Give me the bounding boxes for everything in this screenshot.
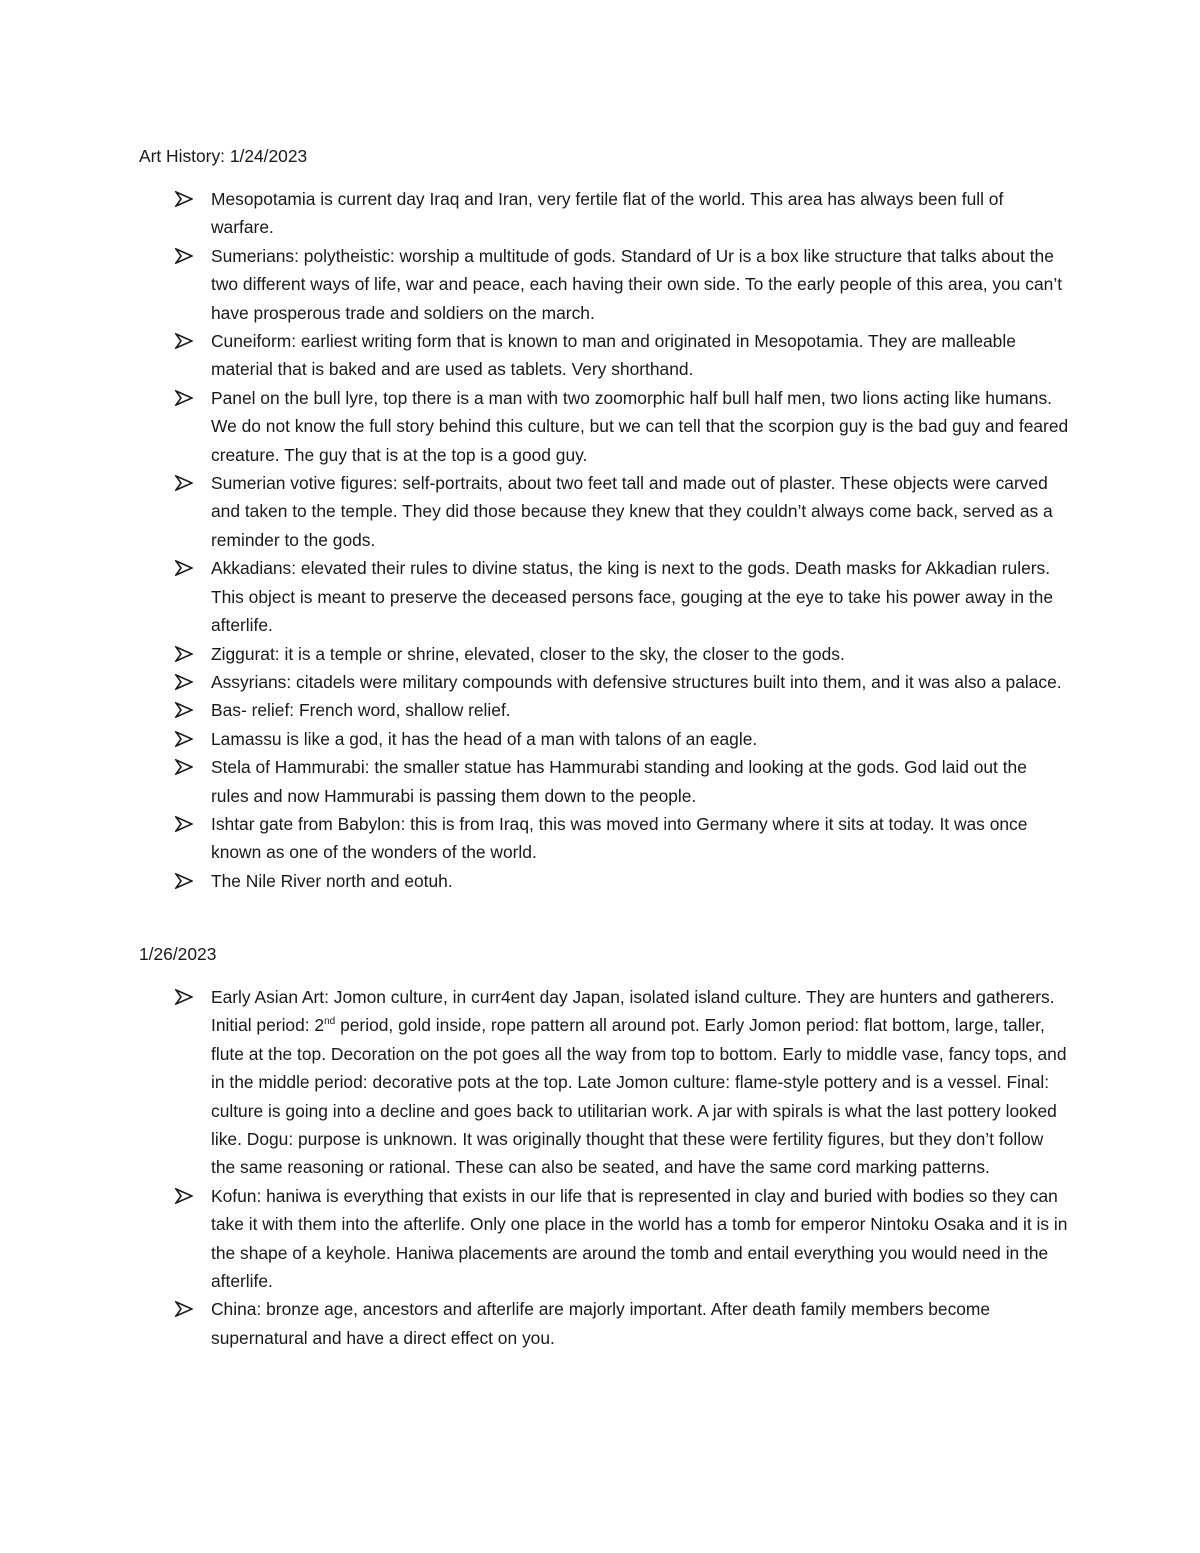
arrowhead-bullet-icon [175, 560, 193, 576]
list-item-text: Stela of Hammurabi: the smaller statue has Hammurabi standing and looking at the gods. God laid out the rules and now Hammurabi is passing them down to the people. [211, 757, 1027, 806]
arrowhead-bullet-icon [175, 248, 193, 264]
list-item-text: The Nile River north and eotuh. [211, 870, 453, 891]
list-item [139, 242, 1069, 327]
arrowhead-bullet-icon [175, 191, 193, 207]
list-item-text: Ishtar gate from Babylon: this is from Iraq, this was moved into Germany where it sits at today. It was once known as one of the wonders of the world. [211, 813, 1028, 863]
list-item-text: Bas- relief: French word, shallow relief. [211, 700, 511, 721]
list-item [139, 725, 1069, 753]
list-item-text: Sumerians: polytheistic: worship a multitude of gods. Standard of Ur is a box like structure that talks about the two different ways of life, war and peace, each having their own side. To the early people of this area, you can’t have prosperous trade and soldiers on the march. [211, 245, 1063, 323]
list-item-text: Assyrians: citadels were military compounds with defensive structures built into them, and it was also a palace. [211, 671, 1062, 692]
arrowhead-bullet-icon [175, 702, 193, 718]
list-item-text: Cuneiform: earliest writing form that is known to man and originated in Mesopotamia. They are malleable material that is baked and are used as tablets. Very shorthand. [211, 331, 1016, 380]
arrowhead-bullet-icon [175, 816, 193, 832]
list-item-text: Ziggurat: it is a temple or shrine, elevated, closer to the sky, the closer to the gods. [211, 643, 845, 664]
list-item-text-part: Early Asian Art: Jomon culture, in curr4ent day Japan, isolated island culture. They are hunters and gatherers. Initial period: 2 [211, 987, 1055, 1036]
list-item-text: Panel on the bull lyre, top there is a man with two zoomorphic half bull half men, two lions acting like humans. We do not know the full story behind this culture, but we can tell that the scorpion guy is the bad guy and feared creature. The guy that is at the top is a good guy. [211, 387, 1069, 465]
list-item [139, 1182, 1069, 1296]
list-item-text-part: period, gold inside, rope pattern all around pot. Early Jomon period: flat bottom, large, taller, flute at the top. Decoration on the pot goes all the way from top to bottom. Early to middle vase, fancy tops, and in the middle period: decorative pots at the top. Late Jomon culture: flame-style pottery and is a vessel. Final: culture is going into a decline and goes back to utilitarian work. A jar with spirals is what the last pottery looked like. Dogu: purpose is unknown. It was originally thought that these were fertility figures, but they don’t follow the same reasoning or rational. These can also be seated, and have the same cord marking patterns. [211, 1015, 1067, 1178]
list-item-text [211, 987, 1067, 1177]
arrowhead-bullet-icon [175, 1188, 193, 1204]
section-heading: 1/26/2023 [139, 944, 217, 964]
list-item [139, 327, 1069, 384]
section-heading: Art History: 1/24/2023 [139, 146, 308, 166]
arrowhead-bullet-icon [175, 989, 193, 1005]
list-item [139, 867, 1069, 895]
list-item-text: China: bronze age, ancestors and afterlife are majorly important. After death family members become supernatural and have a direct effect on you. [211, 1299, 991, 1348]
arrowhead-bullet-icon [175, 333, 193, 349]
arrowhead-bullet-icon [175, 759, 193, 775]
list-item [139, 983, 1069, 1182]
arrowhead-bullet-icon [175, 873, 193, 889]
list-item [139, 810, 1069, 867]
list-item [139, 640, 1069, 668]
arrowhead-bullet-icon [175, 646, 193, 662]
list-item [139, 753, 1069, 810]
list-item-text: Sumerian votive figures: self-portraits, about two feet tall and made out of plaster. These objects were carved and taken to the temple. They did those because they knew that they couldn’t always come back, served as a reminder to the gods. [211, 473, 1053, 550]
list-item [139, 185, 1069, 242]
list-item [139, 384, 1069, 469]
list-item [139, 1295, 1069, 1352]
ordinal-superscript: nd [324, 1016, 336, 1028]
arrowhead-bullet-icon [175, 674, 193, 690]
arrowhead-bullet-icon [175, 1301, 193, 1317]
arrowhead-bullet-icon [175, 390, 193, 406]
list-item [139, 469, 1069, 554]
list-item [139, 554, 1069, 639]
arrowhead-bullet-icon [175, 731, 193, 747]
list-item-text: Mesopotamia is current day Iraq and Iran, very fertile flat of the world. This area has always been full of warfare. [211, 189, 1004, 238]
list-item [139, 668, 1069, 696]
list-item-text: Lamassu is like a god, it has the head of a man with talons of an eagle. [211, 728, 758, 749]
arrowhead-bullet-icon [175, 475, 193, 491]
list-item-text: Akkadians: elevated their rules to divine status, the king is next to the gods. Death masks for Akkadian rulers. This object is meant to preserve the deceased persons face, gouging at the eye to take his power away in the afterlife. [211, 558, 1054, 636]
bullet-list [139, 983, 1069, 1352]
list-item-text: Kofun: haniwa is everything that exists in our life that is represented in clay and buried with bodies so they can take it with them into the afterlife. Only one place in the world has a tomb for emperor Nintoku Osaka and it is in the shape of a keyhole. Haniwa placements are around the tomb and entail everything you would need in the afterlife. [211, 1185, 1068, 1292]
list-item [139, 696, 1069, 724]
bullet-list [139, 185, 1069, 895]
